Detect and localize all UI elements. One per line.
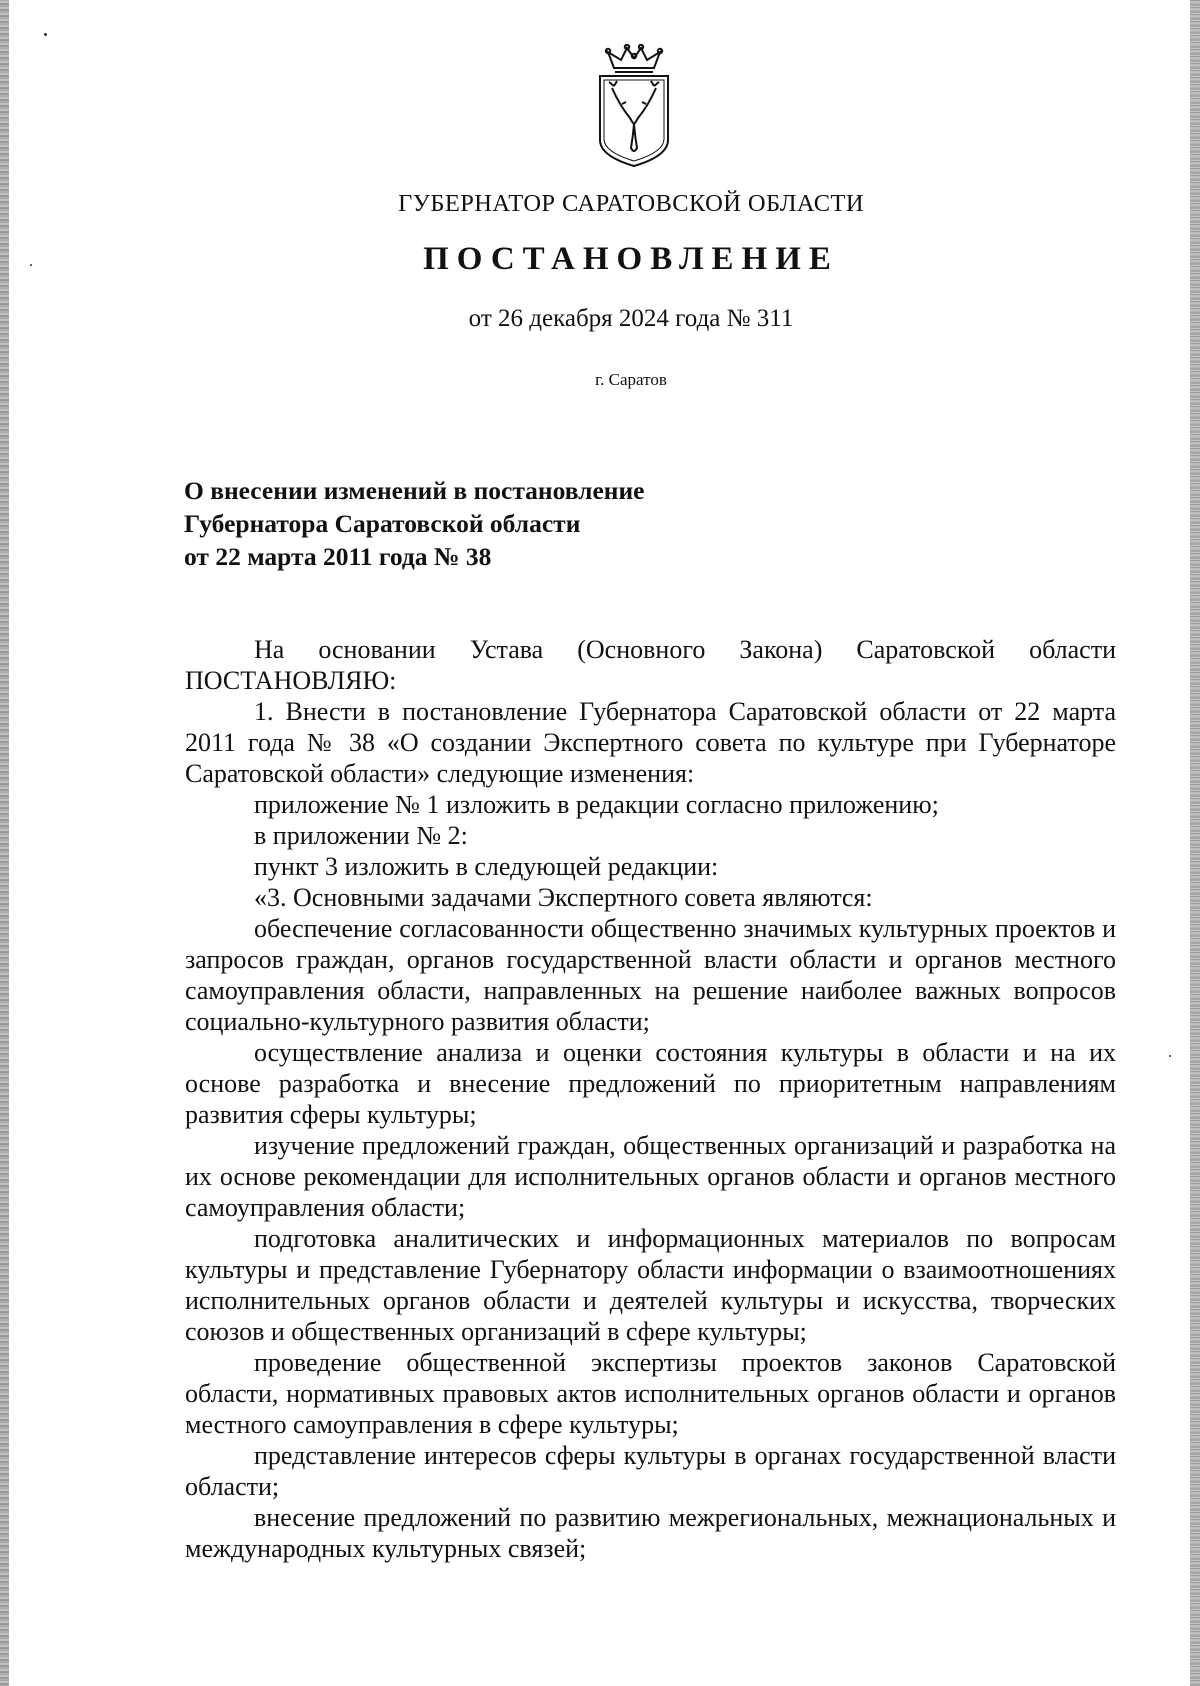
body-paragraph: в приложении № 2: xyxy=(254,821,468,850)
document-type-title: ПОСТАНОВЛЕНИЕ xyxy=(423,241,839,277)
scan-speck xyxy=(44,33,47,36)
subject-line: О внесении изменений в постановление xyxy=(184,476,645,505)
subject-line: от 22 марта 2011 года № 38 xyxy=(184,542,492,571)
body-paragraph: обеспечение согласованности общественно значимых культурных проектов и запросов граждан, органов государственной власти области и органов местного самоуправления области, направленных на решение наиболее важных вопросов социально-культурного развития области; xyxy=(185,914,1116,1036)
body-paragraph: На основании Устава (Основного Закона) Саратовской области ПОСТАНОВЛЯЮ: xyxy=(185,635,1116,695)
body-paragraph: внесение предложений по развитию межрегиональных, межнациональных и международных культурных связей; xyxy=(185,1503,1116,1563)
body-paragraph: представление интересов сферы культуры в органах государственной власти области; xyxy=(185,1441,1116,1501)
document-place: г. Саратов xyxy=(595,370,667,389)
body-paragraph: проведение общественной экспертизы проектов законов Саратовской области, нормативных правовых актов исполнительных органов области и органов местного самоуправления в сфере культуры; xyxy=(185,1348,1116,1439)
body-paragraph: осуществление анализа и оценки состояния культуры в области и на их основе разработка и внесение предложений по приоритетным направлениям развития сферы культуры; xyxy=(185,1038,1116,1129)
subject-line: Губернатора Саратовской области xyxy=(184,509,581,538)
issuing-authority: ГУБЕРНАТОР САРАТОВСКОЙ ОБЛАСТИ xyxy=(398,190,864,217)
body-paragraph: подготовка аналитических и информационных материалов по вопросам культуры и представление Губернатору области информации о взаимоотношениях исполнительных органов области и деятелей культуры и искусства, творческих союзов и общественных организаций в сфере культуры; xyxy=(185,1224,1116,1346)
saratov-coat-of-arms-icon xyxy=(594,44,674,168)
document-date-number: от 26 декабря 2024 года № 311 xyxy=(468,305,794,332)
body-paragraph: изучение предложений граждан, общественных организаций и разработка на их основе рекомендации для исполнительных органов области и органов местного самоуправления области; xyxy=(185,1131,1116,1222)
document-body xyxy=(185,634,1116,1564)
body-paragraph: приложение № 1 изложить в редакции согласно приложению; xyxy=(254,790,939,819)
body-paragraph: «3. Основными задачами Экспертного совета являются: xyxy=(254,883,873,912)
scan-speck xyxy=(1169,1055,1171,1057)
body-paragraph: пункт 3 изложить в следующей редакции: xyxy=(254,852,719,881)
document-subject xyxy=(184,474,904,573)
body-paragraph: 1. Внести в постановление Губернатора Саратовской области от 22 марта 2011 года № 38 «О создании Экспертного совета по культуре при Губернаторе Саратовской области» следующие изменения: xyxy=(185,697,1116,788)
